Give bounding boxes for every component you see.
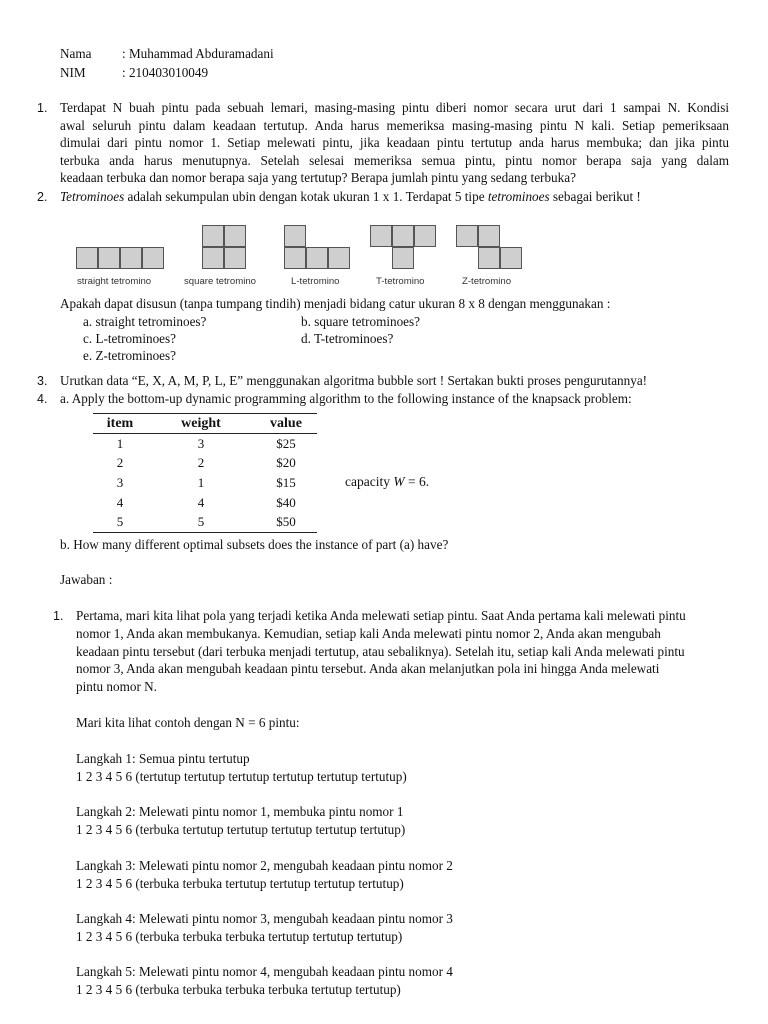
step-title: Langkah 4: Melewati pintu nomor 3, mengubah keadaan pintu nomor 3 bbox=[76, 911, 453, 926]
capacity-label bbox=[345, 474, 429, 490]
tetromino-label: square tetromino bbox=[184, 276, 256, 287]
name-label: Nama bbox=[60, 46, 92, 61]
question-1-line: Terdapat N buah pintu pada sebuah lemari, masing-masing pintu diberi nomor secara urut dari 1 sampai N. Kondisi bbox=[60, 100, 729, 115]
question-2-number: 2. bbox=[37, 190, 48, 204]
question-4-number: 4. bbox=[37, 392, 48, 406]
step-title: Langkah 3: Melewati pintu nomor 2, mengubah keadaan pintu nomor 2 bbox=[76, 858, 453, 873]
table-cell: 1 bbox=[197, 474, 205, 490]
option-a: a. straight tetrominoes? bbox=[83, 314, 207, 329]
table-cell: 2 bbox=[116, 455, 124, 471]
option-d: d. T-tetrominoes? bbox=[301, 331, 394, 346]
table-header: item bbox=[93, 414, 147, 434]
capacity-var: W bbox=[393, 474, 405, 489]
question-4b-text: b. How many different optimal subsets does the instance of part (a) have? bbox=[60, 537, 449, 552]
tetromino-label: straight tetromino bbox=[77, 276, 152, 287]
table-row bbox=[93, 473, 317, 493]
question-1-text bbox=[60, 99, 729, 187]
table-cell: 3 bbox=[197, 435, 205, 451]
question-1-line: dimulai dari pintu nomor 1. Setiap melewati pintu, jika keadaan pintu tertutup anda harus membuka; dan jika pintu bbox=[60, 135, 729, 151]
step-state: 1 2 3 4 5 6 (terbuka terbuka terbuka terbuka tertutup tertutup) bbox=[76, 982, 401, 997]
table-cell: $15 bbox=[276, 474, 296, 490]
step-title: Langkah 5: Melewati pintu nomor 4, mengubah keadaan pintu nomor 4 bbox=[76, 964, 453, 979]
question-2-intro-mid: adalah sekumpulan ubin dengan kotak ukuran 1 x 1. Terdapat 5 tipe bbox=[124, 189, 488, 204]
tetromino-label: L-tetromino bbox=[291, 276, 340, 287]
question-1-line: awal seluruh pintu dalam keadaan tertutup. Anda harus memeriksa masing-masing pintu N kali. Setiap pemeriksaan bbox=[60, 117, 729, 133]
table-cell: $50 bbox=[255, 512, 317, 532]
tetromino-label: T-tetromino bbox=[376, 276, 425, 287]
table-cell: 5 bbox=[147, 512, 255, 532]
answer-1-number: 1. bbox=[53, 609, 64, 623]
step-title: Langkah 1: Semua pintu tertutup bbox=[76, 751, 250, 766]
table-cell: 5 bbox=[93, 512, 147, 532]
question-3-text: Urutkan data “E, X, A, M, P, L, E” menggunakan algoritma bubble sort ! Sertakan bukti proses pengurutannya! bbox=[60, 373, 648, 388]
knapsack-table bbox=[93, 413, 317, 533]
table-header: value bbox=[255, 414, 317, 434]
table-cell: 4 bbox=[116, 494, 124, 510]
answer-line: pintu nomor N. bbox=[76, 679, 157, 695]
answer-1-paragraph bbox=[76, 607, 736, 696]
capacity-prefix: capacity bbox=[345, 474, 394, 489]
answer-heading: Jawaban : bbox=[60, 572, 113, 587]
answer-line: nomor 3, Anda akan mengubah keadaan pintu tersebut. Anda akan melanjutkan pola ini hingga Anda melewati bbox=[76, 661, 660, 677]
capacity-suffix: = 6. bbox=[404, 474, 430, 489]
table-header-row bbox=[93, 414, 317, 434]
option-c: c. L-tetrominoes? bbox=[83, 331, 177, 346]
table-header: weight bbox=[147, 414, 255, 434]
answer-line: Pertama, mari kita lihat pola yang terjadi ketika Anda melewati setiap pintu. Saat Anda pertama kali melewati pintu bbox=[76, 608, 686, 623]
nim-value: : 210403010049 bbox=[122, 65, 209, 80]
table-cell: 4 bbox=[197, 494, 205, 510]
option-b: b. square tetrominoes? bbox=[301, 314, 421, 329]
tetrominoes-term-2: tetrominoes bbox=[487, 189, 550, 204]
name-value: : Muhammad Abduramadani bbox=[122, 46, 274, 61]
step-state: 1 2 3 4 5 6 (tertutup tertutup tertutup tertutup tertutup tertutup) bbox=[76, 769, 407, 784]
step-state: 1 2 3 4 5 6 (terbuka terbuka terbuka tertutup tertutup tertutup) bbox=[76, 929, 403, 944]
table-row bbox=[93, 493, 317, 513]
example-intro: Mari kita lihat contoh dengan N = 6 pintu: bbox=[76, 715, 300, 730]
table-cell: $20 bbox=[276, 455, 296, 471]
table-cell: 2 bbox=[197, 455, 205, 471]
question-1-number: 1. bbox=[37, 101, 48, 115]
question-1-line: keadaan terbuka dan nomor berapa saja yang tertutup? Berapa jumlah pintu yang sedang terbuka? bbox=[60, 170, 576, 186]
tetrominoes-term: Tetrominoes bbox=[60, 189, 125, 204]
table-row bbox=[93, 512, 317, 532]
table-cell: 3 bbox=[116, 474, 124, 490]
answer-line: nomor 1, Anda akan membukanya. Kemudian, setiap kali Anda melewati pintu nomor 2, Anda akan mengubah bbox=[76, 625, 661, 641]
option-e: e. Z-tetrominoes? bbox=[83, 348, 177, 363]
table-cell: $25 bbox=[276, 435, 296, 451]
table-row bbox=[93, 454, 317, 474]
step-state: 1 2 3 4 5 6 (terbuka tertutup tertutup tertutup tertutup tertutup) bbox=[76, 822, 406, 837]
table-cell: 1 bbox=[116, 435, 124, 451]
table-row bbox=[93, 434, 317, 454]
question-2-intro bbox=[60, 188, 641, 206]
answer-line: keadaan pintu tersebut (dari terbuka menjadi tertutup, atau sebaliknya). Setelah itu, setiap kali Anda melewati pintu bbox=[76, 643, 685, 659]
table-cell: $40 bbox=[276, 494, 296, 510]
question-3-number: 3. bbox=[37, 374, 48, 388]
question-2-prompt: Apakah dapat disusun (tanpa tumpang tindih) menjadi bidang catur ukuran 8 x 8 dengan menggunakan : bbox=[60, 296, 611, 311]
step-state: 1 2 3 4 5 6 (terbuka terbuka tertutup tertutup tertutup tertutup) bbox=[76, 876, 404, 891]
tetromino-label: Z-tetromino bbox=[462, 276, 512, 287]
question-1-line: terbuka anda harus menutupnya. Setelah selesai memeriksa semua pintu, pintu nomor berapa saja yang dalam bbox=[60, 152, 729, 168]
question-4a-text: a. Apply the bottom-up dynamic programming algorithm to the following instance of the knapsack problem: bbox=[60, 391, 632, 406]
step-title: Langkah 2: Melewati pintu nomor 1, membuka pintu nomor 1 bbox=[76, 804, 404, 819]
question-2-intro-end: sebagai berikut ! bbox=[549, 189, 641, 204]
nim-label: NIM bbox=[60, 65, 86, 80]
